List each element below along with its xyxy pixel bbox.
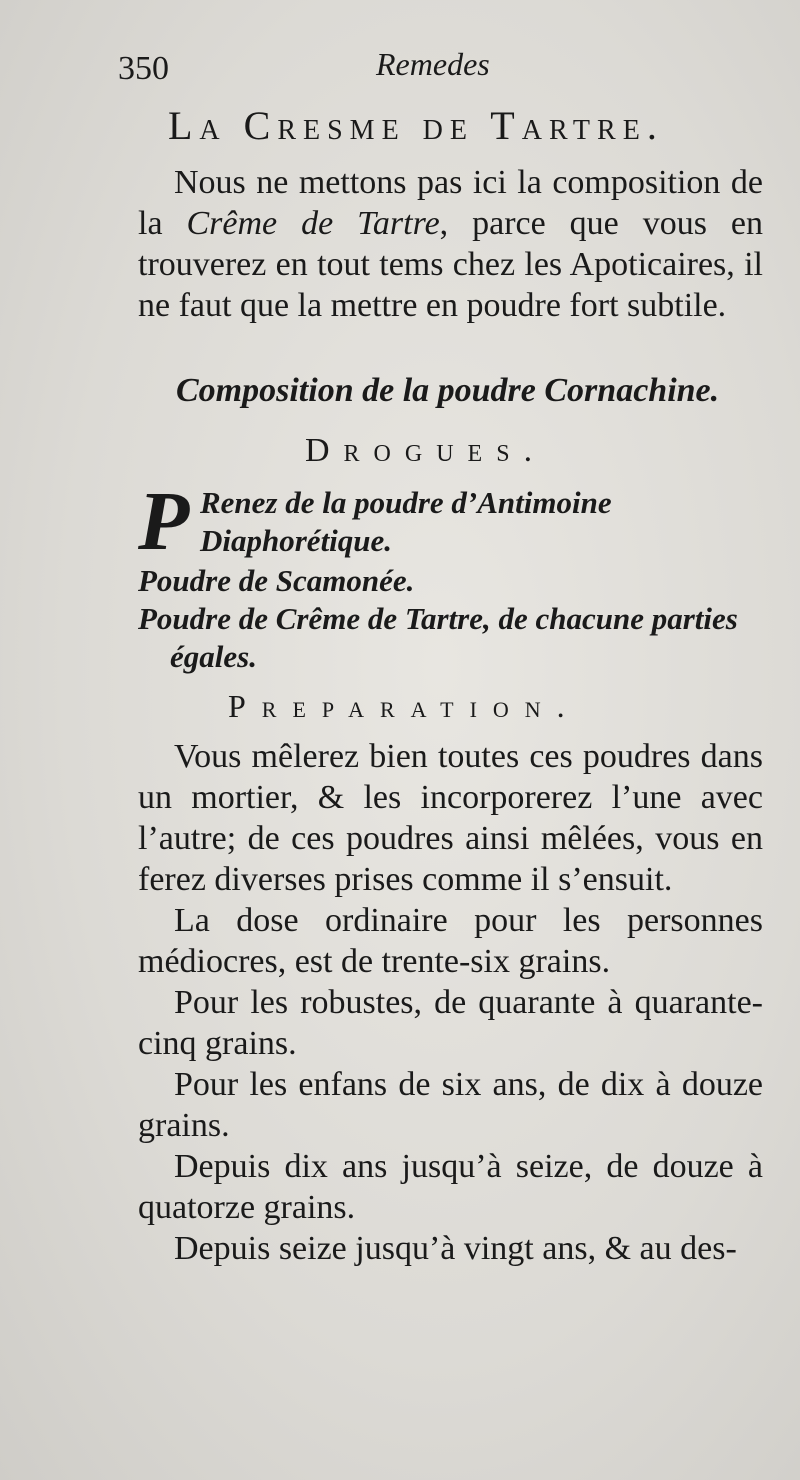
paragraph: Depuis seize jusqu’à vingt ans, & au des- xyxy=(174,1230,737,1267)
intro-text-after: , parce que vous en trouverez en tout tems chez les Apoticaires, il ne faut que la mettre en poudre fort subtile. xyxy=(138,205,763,324)
drop-cap: P xyxy=(138,475,190,568)
page-number: 350 xyxy=(118,50,169,87)
paragraph: Depuis dix ans jusqu’à seize, de douze à quatorze grains. xyxy=(138,1148,763,1226)
intro-text-before: Nous ne mettons pas ici la composition de la xyxy=(138,164,763,242)
intro-text-italic: Crême de Tartre xyxy=(186,205,440,242)
paragraph: Vous mêlerez bien toutes ces poudres dans un mortier, & les incorporerez l’une avec l’autre; de ces poudres ainsi mêlées, vous en ferez diverses prises comme il s’ensuit. xyxy=(138,738,763,898)
recipe-first-item xyxy=(138,475,763,568)
drogues-heading: Drogues. xyxy=(305,432,547,469)
paragraph: La dose ordinaire pour les personnes médiocres, est de trente-six grains. xyxy=(138,902,763,980)
intro-paragraph xyxy=(138,162,763,326)
paragraph: Pour les enfans de six ans, de dix à douze grains. xyxy=(138,1066,763,1144)
recipe-list xyxy=(138,475,763,676)
recipe-item: Poudre de Scamonée. xyxy=(138,563,415,598)
recipe-item: Poudre de Crême de Tartre, de chacune parties égales. xyxy=(138,601,738,674)
preparation-text xyxy=(138,736,763,1269)
intro-paragraph-block xyxy=(138,162,763,326)
section-title: La Cresme de Tartre. xyxy=(168,103,664,148)
running-head: Remedes xyxy=(376,46,490,82)
paragraph: Pour les robustes, de quarante à quarante-cinq grains. xyxy=(138,984,763,1062)
recipe-first-item-text: Renez de la poudre d’Antimoine Diaphorétique. xyxy=(200,485,612,558)
composition-subtitle: Composition de la poudre Cornachine. xyxy=(176,372,720,409)
page-header xyxy=(118,46,718,96)
preparation-heading: Preparation. xyxy=(228,688,581,724)
